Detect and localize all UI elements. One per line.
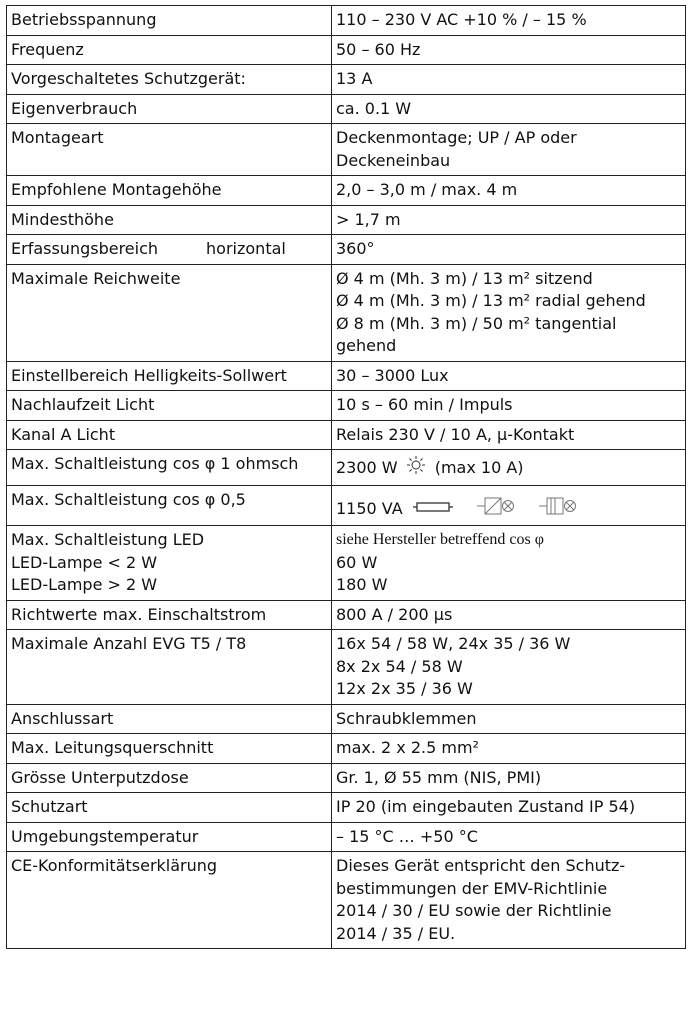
spec-value [332,94,686,124]
fluorescent-tube-icon [413,498,453,521]
spec-label [7,852,332,949]
value-line: 2,0 – 3,0 m / max. 4 m [336,180,518,199]
value-line: 360° [336,239,375,258]
spec-value [332,822,686,852]
value-line: max. 2 x 2.5 mm² [336,738,479,757]
spec-label [7,391,332,421]
spec-label [7,205,332,235]
value-line: > 1,7 m [336,209,401,229]
value-line: 110 – 230 V AC +10 % / – 15 % [336,10,587,29]
spec-row-inrush-current [7,600,686,630]
label-line: Frequenz [11,39,84,59]
spec-label [7,526,332,601]
spec-value [332,6,686,36]
spec-row-cable-cross-section [7,734,686,764]
value-line: Ø 4 m (Mh. 3 m) / 13 m² sitzend [336,268,593,288]
value-line: Gr. 1, Ø 55 mm (NIS, PMI) [336,767,542,787]
spec-value [332,264,686,361]
spec-label [7,420,332,450]
spec-row-max-range [7,264,686,361]
value-line: Schraubklemmen [336,708,477,728]
spec-value [332,734,686,764]
value-line: – 15 °C … +50 °C [336,826,478,846]
spec-row-ce-declaration [7,852,686,949]
value-line: 60 W [336,552,378,572]
spec-value [332,420,686,450]
value-line: 10 s – 60 min / Impuls [336,395,513,414]
value-line: IP 20 (im eingebauten Zustand IP 54) [336,797,636,816]
value-line: 13 A [336,69,373,88]
spec-label [7,35,332,65]
label-line: Maximale Reichweite [11,268,181,288]
label-part: horizontal [206,239,286,258]
value-line: Deckeneinbau [336,150,451,170]
value-line [336,496,681,523]
value-part: (max 10 A) [434,457,524,477]
value-line: 8x 2x 54 / 58 W [336,656,463,676]
value-line: ca. 0.1 W [336,98,412,118]
spec-row-switching-cos-05 [7,485,686,526]
label-line: Maximale Anzahl EVG T5 / T8 [11,634,247,653]
spec-label [7,704,332,734]
spec-row-connection-type [7,704,686,734]
spec-row-brightness-setpoint [7,361,686,391]
value-line: bestimmungen der EMV-Richtlinie [336,878,608,898]
value-line: Dieses Gerät entspricht den Schutz- [336,856,626,875]
value-line: 50 – 60 Hz [336,39,421,59]
spec-row-switching-ohmic [7,450,686,486]
label-line: Einstellbereich Helligkeits-Sollwert [11,365,287,385]
value-line: 2014 / 30 / EU sowie der Richtlinie [336,901,612,920]
spec-value [332,485,686,526]
label-line: Montageart [11,128,104,147]
spec-value [332,763,686,793]
spec-row-protection-device [7,65,686,95]
spec-value [332,205,686,235]
spec-value [332,526,686,601]
label-line: Nachlaufzeit Licht [11,395,155,414]
spec-label [7,176,332,206]
spec-label [7,734,332,764]
spec-row-detection-area [7,235,686,265]
spec-row-flush-box-size [7,763,686,793]
value-line: 180 W [336,575,388,594]
electronic-ballast-icon [477,496,517,523]
spec-value [332,704,686,734]
value-line: siehe Hersteller betreffend cos φ [336,531,544,548]
spec-value [332,176,686,206]
value-line: 800 A / 200 µs [336,604,453,624]
value-line: 30 – 3000 Lux [336,365,449,385]
value-line: 16x 54 / 58 W, 24x 35 / 36 W [336,634,571,653]
value-line: Ø 8 m (Mh. 3 m) / 50 m² tangential [336,313,617,333]
label-line [11,238,327,261]
spec-value [332,35,686,65]
label-line: Betriebsspannung [11,10,157,29]
value-line: gehend [336,336,397,355]
specifications-table [6,5,686,949]
value-line [336,455,681,482]
label-line: Schutzart [11,797,88,816]
spec-row-frequency [7,35,686,65]
label-line: Eigenverbrauch [11,98,138,118]
spec-label [7,124,332,176]
spec-row-operating-voltage [7,6,686,36]
label-part: Erfassungsbereich [11,239,159,258]
label-line: Max. Schaltleistung cos φ 1 ohmsch [11,454,299,473]
spec-label [7,6,332,36]
spec-row-mounting-height [7,176,686,206]
spec-value [332,361,686,391]
spec-row-channel-a [7,420,686,450]
spec-label [7,65,332,95]
label-line: CE-Konformitätserklärung [11,856,218,875]
spec-row-protection-class [7,793,686,823]
spec-label [7,361,332,391]
spec-row-mounting-type [7,124,686,176]
spec-value [332,450,686,486]
spec-value [332,235,686,265]
spec-row-minimum-height [7,205,686,235]
value-line: 12x 2x 35 / 36 W [336,679,473,698]
label-line: Anschlussart [11,708,114,728]
spec-row-ambient-temperature [7,822,686,852]
spec-label [7,235,332,265]
spec-label [7,485,332,526]
spec-label [7,793,332,823]
spec-value [332,793,686,823]
value-line: Ø 4 m (Mh. 3 m) / 13 m² radial gehend [336,291,646,310]
spec-value [332,391,686,421]
spec-label [7,450,332,486]
spec-label [7,600,332,630]
value-line: 2014 / 35 / EU. [336,923,456,943]
label-line: Max. Schaltleistung LED [11,530,205,549]
label-line: Empfohlene Montagehöhe [11,180,222,199]
spec-value [332,630,686,705]
label-line: Umgebungstemperatur [11,826,199,846]
value-part: 1150 VA [336,498,403,518]
dimmable-ballast-icon [539,496,579,523]
spec-label [7,630,332,705]
spec-row-run-on-time [7,391,686,421]
label-line: LED-Lampe < 2 W [11,552,158,572]
spec-label [7,94,332,124]
label-line: Mindesthöhe [11,209,114,229]
spec-value [332,600,686,630]
spec-label [7,264,332,361]
label-line: Max. Leitungsquerschnitt [11,738,214,757]
spec-value [332,852,686,949]
spec-value [332,65,686,95]
label-line: Kanal A Licht [11,424,116,444]
label-line: LED-Lampe > 2 W [11,575,158,594]
label-line: Vorgeschaltetes Schutzgerät: [11,69,246,88]
spec-row-led-switching [7,526,686,601]
spec-row-max-ecg [7,630,686,705]
value-line: Deckenmontage; UP / AP oder [336,128,577,147]
incandescent-lamp-icon [406,455,426,482]
label-line: Max. Schaltleistung cos φ 0,5 [11,489,246,509]
label-line: Richtwerte max. Einschaltstrom [11,604,267,624]
spec-value [332,124,686,176]
spec-label [7,822,332,852]
spec-label [7,763,332,793]
spec-row-power-consumption [7,94,686,124]
label-line: Grösse Unterputzdose [11,767,189,787]
value-part: 2300 W [336,457,398,477]
value-line: Relais 230 V / 10 A, µ-Kontakt [336,424,575,444]
